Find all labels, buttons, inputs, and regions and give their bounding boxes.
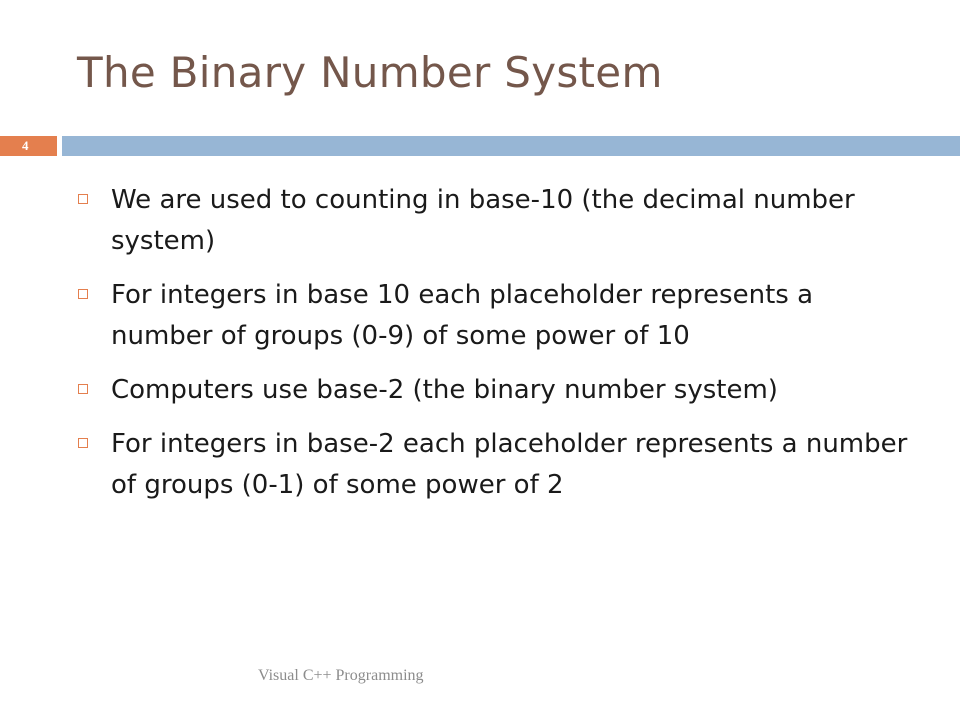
bullet-text: Computers use base-2 (the binary number system) [111,375,778,405]
square-bullet-icon [78,289,88,299]
square-bullet-icon [78,384,88,394]
footer-text: Visual C++ Programming [258,667,424,684]
bullet-item [77,180,917,262]
header-accent-bar [0,136,960,156]
bullet-item [77,370,917,411]
bullet-item [77,424,917,506]
square-bullet-icon [78,438,88,448]
header-rule [62,136,960,156]
slide-title: The Binary Number System [77,48,663,97]
slide-number: 4 [22,138,29,153]
square-bullet-icon [78,194,88,204]
bullet-list [77,180,917,519]
bullet-item [77,275,917,357]
bullet-text: We are used to counting in base-10 (the decimal number system) [111,185,855,256]
bullet-text: For integers in base-2 each placeholder represents a number of groups (0-1) of some power of 2 [111,429,908,500]
bullet-text: For integers in base 10 each placeholder represents a number of groups (0-9) of some power of 10 [111,280,814,351]
